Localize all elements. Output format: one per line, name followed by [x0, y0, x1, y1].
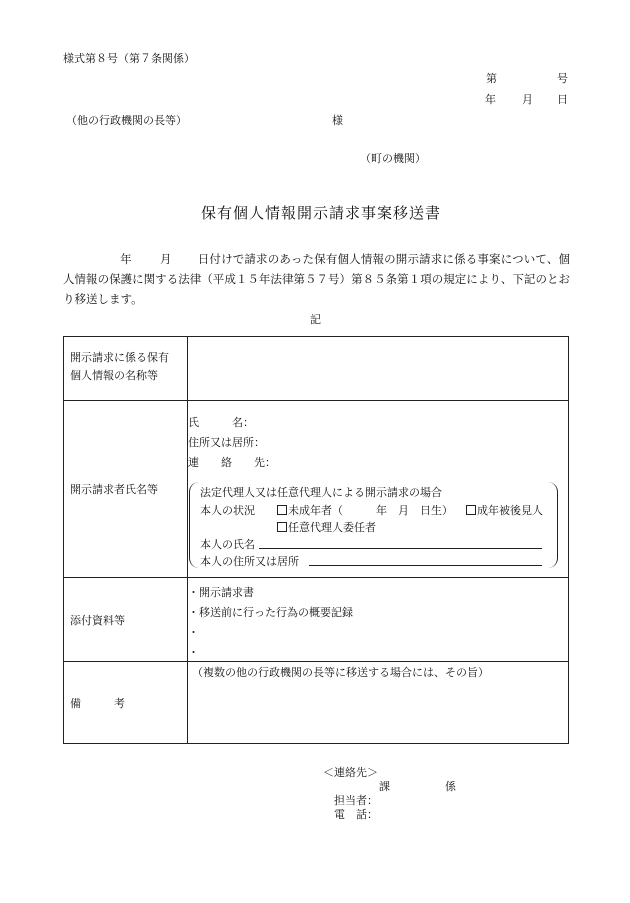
row-label-document-name	[64, 337, 188, 401]
attachment-item: ・移送前に行った行為の概要記録	[188, 606, 353, 619]
checkbox-icon[interactable]	[277, 522, 287, 532]
document-name-value	[188, 337, 569, 401]
ki-mark: 記	[310, 313, 321, 326]
person-address-label: 本人の住所又は居所	[200, 555, 299, 568]
attachment-list	[188, 583, 353, 663]
minor-option[interactable]	[277, 502, 453, 518]
doc-number-dai: 第	[486, 72, 497, 85]
name-label: 氏 名：	[188, 416, 254, 429]
person-name-line[interactable]	[259, 548, 542, 549]
attachment-item: ・	[188, 646, 199, 659]
attachment-item: ・	[188, 626, 199, 639]
contact-heading: ＜連絡先＞	[323, 766, 378, 779]
voluntary-agent-label: 任意代理人委任者	[288, 521, 376, 534]
address-label: 住所又は居所：	[188, 436, 265, 449]
honorific: 様	[332, 114, 343, 127]
body-text: 日付けで請求のあった保有個人情報の開示請求に係る事案について、個人情報の保護に関する法律（平成１５年法律第５７号）第８５条第１項の規定により、下記のとおり移送します。	[63, 252, 571, 306]
attachment-item: ・開示請求書	[188, 586, 254, 599]
row-label-attachments	[64, 578, 188, 662]
checkbox-icon[interactable]	[466, 505, 476, 515]
row2-label: 開示請求者氏名等	[70, 483, 158, 496]
adult-ward-option[interactable]	[466, 502, 543, 518]
section-ka: 課	[379, 780, 390, 793]
person-in-charge: 担当者：	[334, 794, 378, 807]
addressee: （他の行政機関の長等）	[66, 114, 187, 127]
proxy-heading: 法定代理人又は任意代理人による開示請求の場合	[200, 486, 442, 499]
date-year: 年	[485, 93, 496, 106]
status-label: 本人の状況	[200, 504, 255, 517]
body-year: 年	[120, 252, 132, 266]
body-month: 月	[159, 252, 172, 266]
person-address-line[interactable]	[309, 565, 542, 566]
checkbox-icon[interactable]	[277, 505, 287, 515]
row-label-requester	[64, 401, 188, 578]
body-paragraph	[63, 249, 570, 309]
row4-label: 備 考	[70, 696, 125, 710]
person-name-label: 本人の氏名	[200, 538, 255, 551]
document-title: 保有個人情報開示請求事案移送書	[201, 204, 442, 222]
table-row	[64, 337, 569, 401]
voluntary-agent-option[interactable]	[277, 519, 376, 535]
section-kakari: 係	[445, 780, 456, 793]
sender: （町の機関）	[360, 152, 426, 165]
form-number: 様式第８号（第７条関係）	[63, 52, 195, 65]
minor-label: 未成年者（ 年 月 日生）	[288, 504, 453, 517]
row1-label-line1: 開示請求に係る保有	[70, 351, 169, 364]
row3-label: 添付資料等	[70, 613, 125, 627]
row1-label-line2: 個人情報の名称等	[70, 369, 158, 382]
date-day: 日	[557, 93, 568, 106]
row-label-remarks	[64, 662, 188, 744]
contact-label: 連 絡 先：	[188, 456, 276, 469]
doc-number-go: 号	[557, 72, 568, 85]
date-month: 月	[522, 93, 533, 106]
adult-ward-label: 成年被後見人	[477, 504, 543, 517]
phone: 電 話：	[334, 808, 378, 821]
remarks-note: （複数の他の行政機関の長等に移送する場合には、その旨）	[192, 666, 489, 679]
